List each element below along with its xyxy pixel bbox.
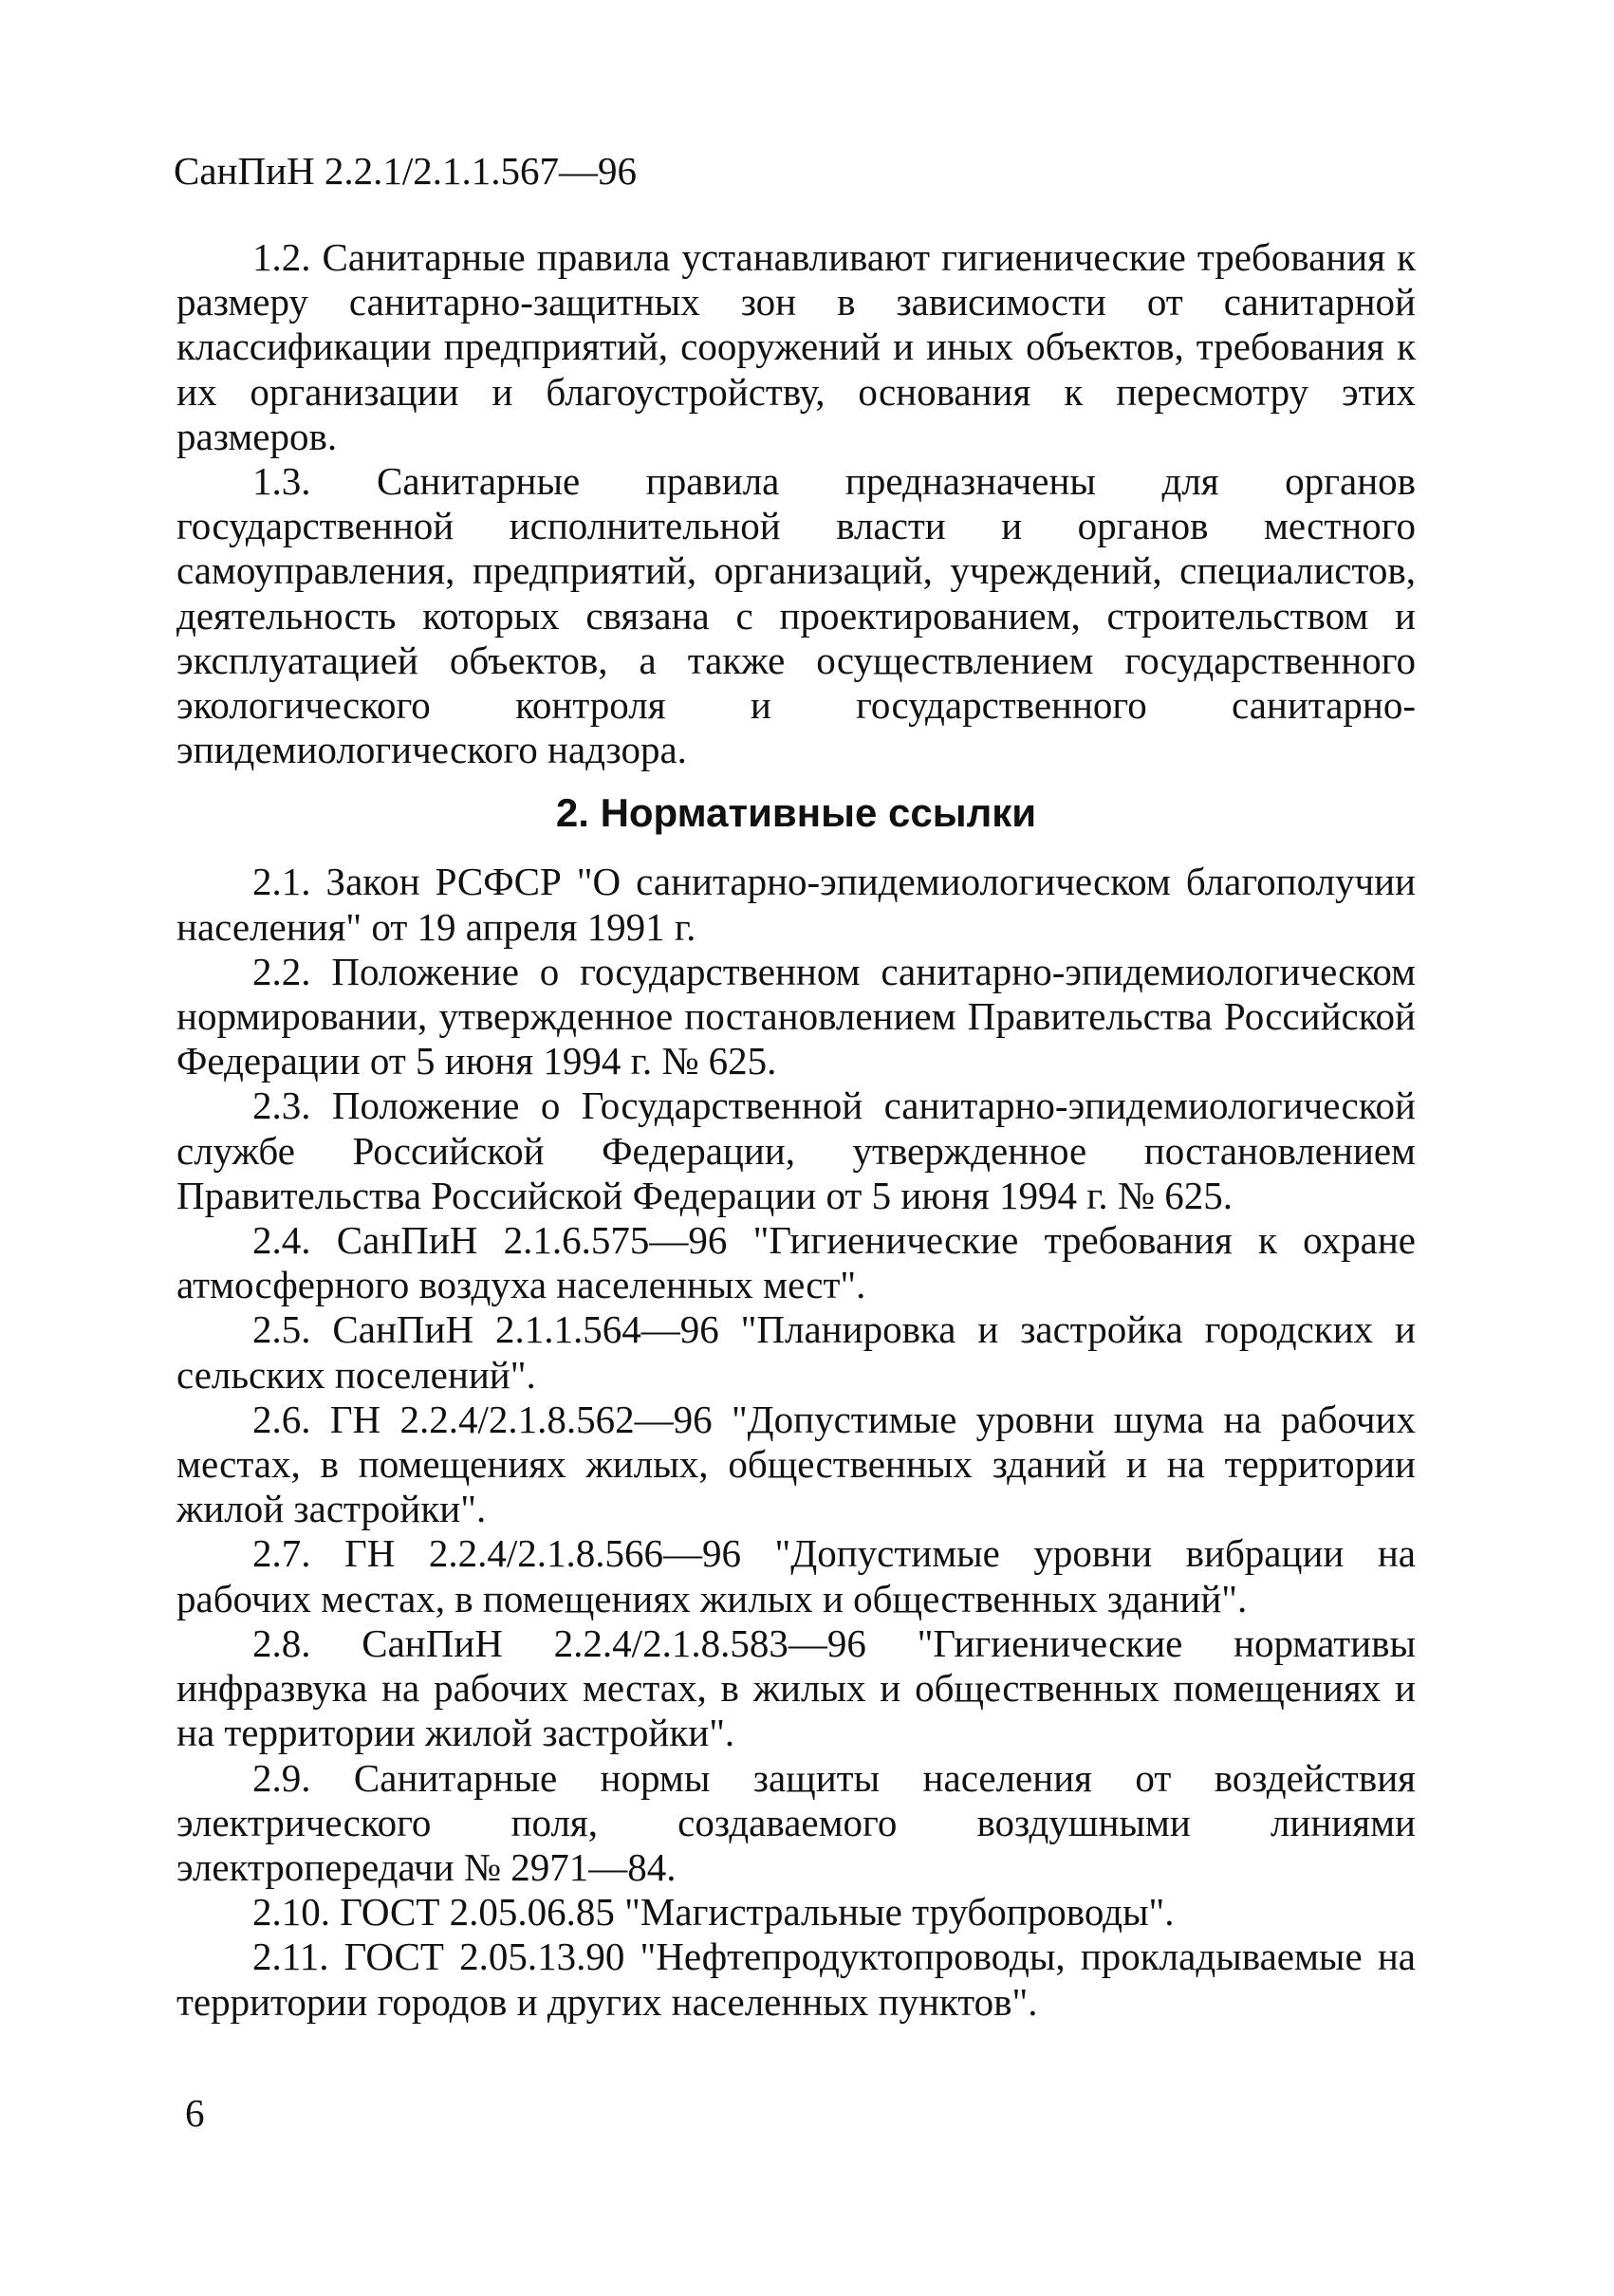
reference-2-2: 2.2. Положение о государственном санитарно-эпидемиологическом нормировании, утвержденное постановлением Правительства Российской Федерации от 5 июня 1994 г. № 625. xyxy=(176,949,1416,1083)
reference-2-6: 2.6. ГН 2.2.4/2.1.8.562—96 "Допустимые уровни шума на рабочих местах, в помещениях жилых, общественных зданий и на территории жилой застройки". xyxy=(176,1397,1416,1531)
reference-2-10: 2.10. ГОСТ 2.05.06.85 "Магистральные трубопроводы". xyxy=(252,1890,1175,1935)
page-number: 6 xyxy=(185,2091,205,2135)
reference-2-9: 2.9. Санитарные нормы защиты населения от воздействия электрического поля, создаваемого воздушными линиями электропередачи № 2971—84. xyxy=(176,1755,1416,1889)
reference-2-7: 2.7. ГН 2.2.4/2.1.8.566—96 "Допустимые уровни вибрации на рабочих местах, в помещениях жилых и общественных зданий". xyxy=(176,1531,1416,1620)
reference-2-11: 2.11. ГОСТ 2.05.13.90 "Нефтепродуктопроводы, прокладываемые на территории городов и других населенных пунктов". xyxy=(176,1935,1416,2024)
section-heading-normative-references: 2. Нормативные ссылки xyxy=(555,790,1037,836)
reference-2-5: 2.5. СанПиН 2.1.1.564—96 "Планировка и застройка городских и сельских поселений". xyxy=(176,1307,1416,1397)
paragraph-1-3: 1.3. Санитарные правила предназначены для органов государственной исполнительной власти и органов местного самоуправления, предприятий, организаций, учреждений, специалистов, деятельность которых связана с проектированием, строительством и эксплуатацией объектов, а также осуществлением государственного экологического контроля и государственного санитарно-эпидемиологического надзора. xyxy=(176,459,1416,772)
body-text xyxy=(176,235,1416,2025)
running-header: СанПиН 2.2.1/2.1.1.567—96 xyxy=(174,149,638,193)
reference-2-8: 2.8. СанПиН 2.2.4/2.1.8.583—96 "Гигиенические нормативы инфразвука на рабочих местах, в жилых и общественных помещениях и на территории жилой застройки". xyxy=(176,1620,1416,1755)
reference-2-1: 2.1. Закон РСФСР "О санитарно-эпидемиологическом благополучии населения" от 19 апреля 1991 г. xyxy=(176,860,1416,949)
reference-2-3: 2.3. Положение о Государственной санитарно-эпидемиологической службе Российской Федерации, утвержденное постановлением Правительства Российской Федерации от 5 июня 1994 г. № 625. xyxy=(176,1083,1416,1217)
reference-2-4: 2.4. СанПиН 2.1.6.575—96 "Гигиенические требования к охране атмосферного воздуха населенных мест". xyxy=(176,1218,1416,1307)
paragraph-1-2: 1.2. Санитарные правила устанавливают гигиенические требования к размеру санитарно-защитных зон в зависимости от санитарной классификации предприятий, сооружений и иных объектов, требования к их организации и благоустройству, основания к пересмотру этих размеров. xyxy=(176,235,1416,458)
